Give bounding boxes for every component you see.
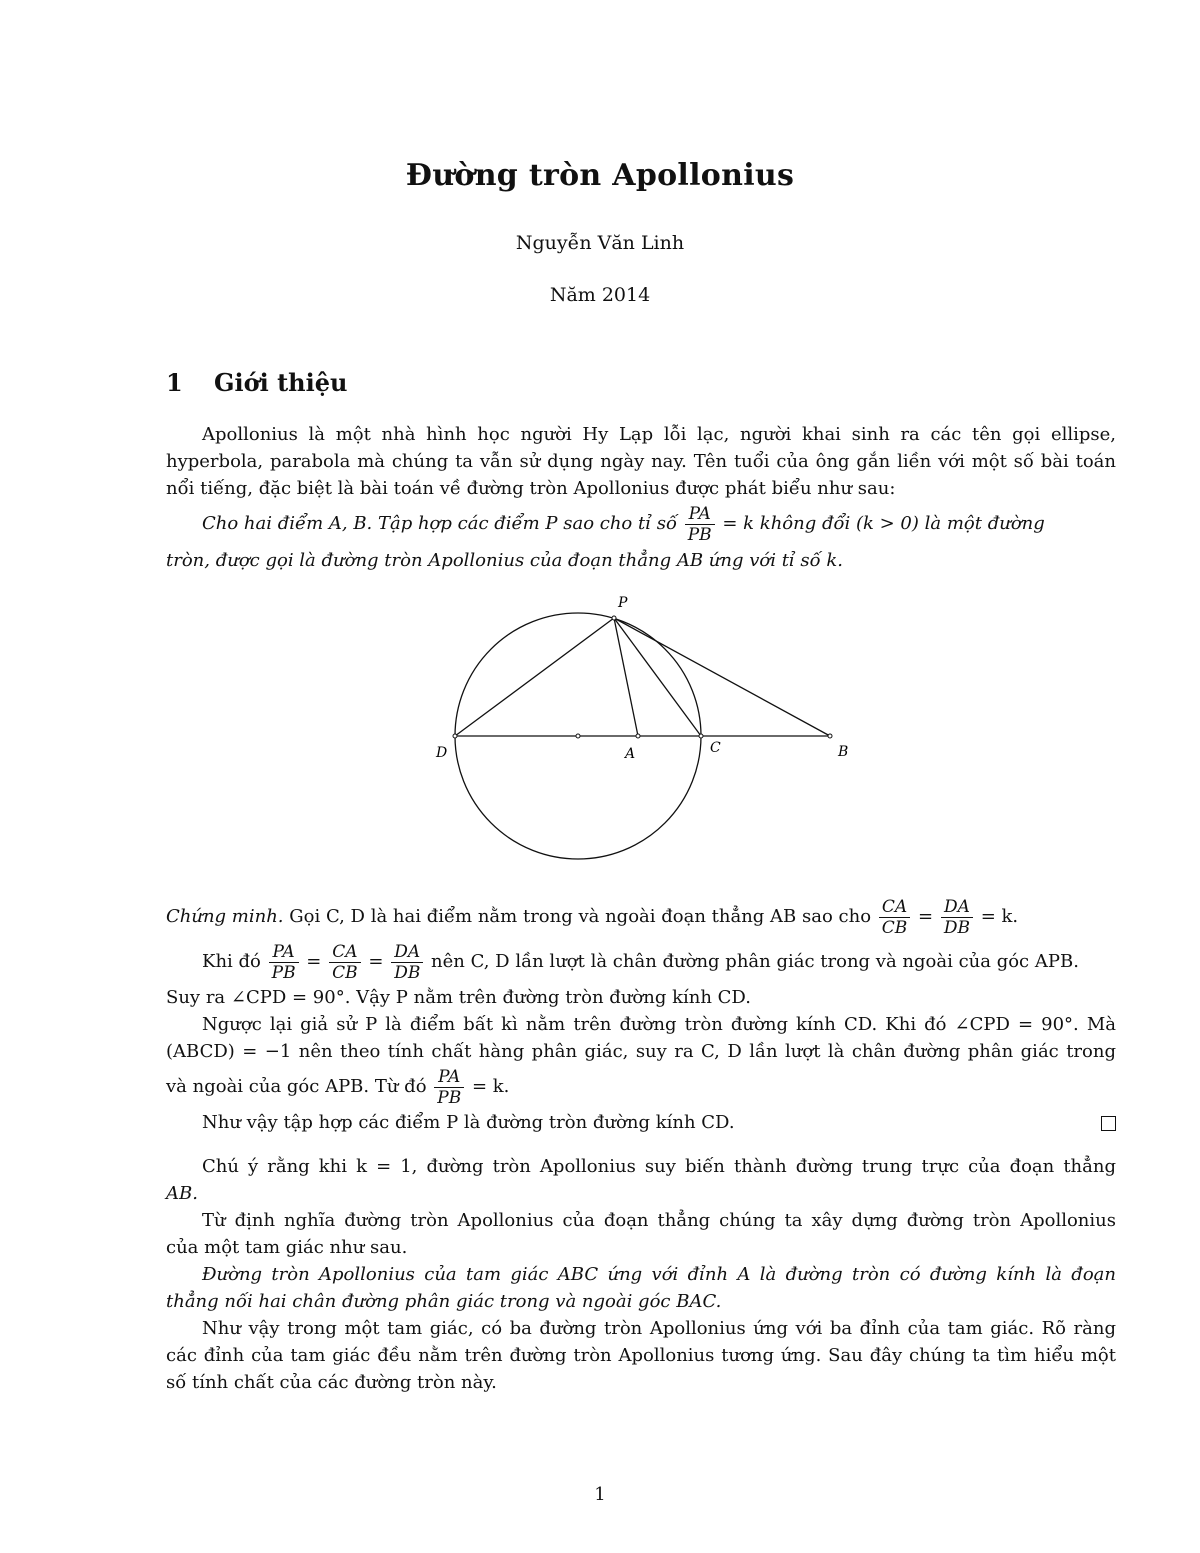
- apollonius-figure: [420, 585, 860, 875]
- proof-text-1b: = k.: [980, 906, 1019, 927]
- fraction-denominator: PB: [271, 962, 296, 983]
- fraction-denominator: CB: [332, 962, 358, 983]
- proof-text-6a: và ngoài của góc APB. Từ đó: [166, 1076, 427, 1097]
- fraction-numerator: PA: [685, 504, 715, 525]
- equals-sign: =: [368, 951, 384, 972]
- fraction-denominator: DB: [943, 917, 970, 938]
- paper-title: Đường tròn Apollonius: [405, 158, 795, 193]
- after-line-8: các đỉnh của tam giác đều nằm trên đường tròn Apollonius tương ứng. Sau đây chúng ta tìm hiểu một: [166, 1345, 1116, 1366]
- fraction-pa-pb: [434, 1067, 464, 1108]
- proof-text-2a: Khi đó: [202, 951, 261, 972]
- section-number: 1: [166, 368, 183, 397]
- proof-line-3: Suy ra ∠CPD = 90°. Vậy P nằm trên đường tròn đường kính CD.: [166, 987, 751, 1008]
- proof-text-2b: nên C, D lần lượt là chân đường phân giác trong và ngoài của góc APB.: [431, 951, 1079, 972]
- after-line-2: AB.: [166, 1183, 198, 1204]
- proof-line-6: [166, 1063, 1116, 1111]
- after-line-3: Từ định nghĩa đường tròn Apollonius của đoạn thẳng chúng ta xây dựng đường tròn Apollonius: [202, 1210, 1116, 1231]
- fraction-ca-cb: [879, 897, 911, 938]
- fraction-numerator: PA: [434, 1067, 464, 1088]
- segment-p-d: [455, 618, 614, 736]
- segment-p-c: [614, 618, 701, 736]
- proof-line-1: [166, 893, 1116, 941]
- proof-text-1a: Gọi C, D là hai điểm nằm trong và ngoài đoạn thẳng AB sao cho: [289, 906, 872, 927]
- point-p: [612, 616, 616, 620]
- point-c: [699, 734, 703, 738]
- fraction-denominator: CB: [881, 917, 908, 938]
- proof-text-6b: = k.: [471, 1076, 510, 1097]
- label-c: C: [710, 740, 721, 756]
- segment-p-b: [614, 618, 830, 736]
- fraction-denominator: PB: [437, 1087, 462, 1108]
- fraction-da-db: [941, 897, 973, 938]
- equals-sign: =: [918, 906, 934, 927]
- point-b: [828, 734, 832, 738]
- statement-line-2: tròn, được gọi là đường tròn Apollonius của đoạn thẳng AB ứng với tỉ số k.: [166, 550, 844, 571]
- intro-line-3: nổi tiếng, đặc biệt là bài toán về đường tròn Apollonius được phát biểu như sau:: [166, 478, 896, 499]
- fraction-numerator: DA: [391, 942, 423, 963]
- after-line-9: số tính chất của các đường tròn này.: [166, 1372, 497, 1393]
- page-number: 1: [594, 1484, 606, 1505]
- paper-date: Năm 2014: [549, 284, 651, 306]
- after-line-6: thẳng nối hai chân đường phân giác trong và ngoài góc BAC.: [166, 1291, 722, 1312]
- label-d: D: [436, 745, 448, 761]
- proof-line-4: Ngược lại giả sử P là điểm bất kì nằm trên đường tròn đường kính CD. Khi đó ∠CPD = 90°. Mà: [202, 1014, 1116, 1035]
- equals-sign: =: [306, 951, 322, 972]
- fraction-denominator: DB: [394, 962, 421, 983]
- proof-line-7: Như vậy tập hợp các điểm P là đường tròn đường kính CD.: [202, 1112, 735, 1133]
- section-title: Giới thiệu: [214, 368, 348, 397]
- intro-line-2: hyperbola, parabola mà chúng ta vẫn sử dụng ngày nay. Tên tuổi của ông gắn liền với một số bài toán: [166, 451, 1116, 472]
- label-a: A: [625, 746, 636, 762]
- fraction-denominator: PB: [687, 524, 712, 545]
- statement-line-1: [202, 500, 1116, 548]
- statement-text-b: = k không đổi (k > 0) là một đường: [722, 513, 1045, 534]
- after-line-1: Chú ý rằng khi k = 1, đường tròn Apollonius suy biến thành đường trung trực của đoạn thẳng: [202, 1156, 1116, 1177]
- fraction-pa-pb: [685, 504, 715, 545]
- statement-text-a: Cho hai điểm A, B. Tập hợp các điểm P sao cho tỉ số: [202, 513, 677, 534]
- fraction-numerator: CA: [879, 897, 911, 918]
- proof-line-5: (ABCD) = −1 nên theo tính chất hàng phân giác, suy ra C, D lần lượt là chân đường phân giác trong: [166, 1041, 1116, 1062]
- qed-square: [1101, 1116, 1116, 1131]
- paper-author: Nguyễn Văn Linh: [515, 232, 685, 254]
- point-d: [453, 734, 457, 738]
- after-line-4: của một tam giác như sau.: [166, 1237, 408, 1258]
- fraction-numerator: DA: [941, 897, 973, 918]
- label-p: P: [618, 595, 628, 611]
- label-b: B: [838, 744, 849, 760]
- fraction-numerator: CA: [329, 942, 361, 963]
- fraction-numerator: PA: [269, 942, 299, 963]
- fraction-pa-pb: [269, 942, 299, 983]
- after-line-5: Đường tròn Apollonius của tam giác ABC ứng với đỉnh A là đường tròn có đường kính là đoạn: [202, 1264, 1116, 1285]
- proof-line-2: [202, 938, 1116, 986]
- fraction-ca-cb: [329, 942, 361, 983]
- after-line-7: Như vậy trong một tam giác, có ba đường tròn Apollonius ứng với ba đỉnh của tam giác. Rõ ràng: [202, 1318, 1116, 1339]
- fraction-da-db: [391, 942, 423, 983]
- point-center: [576, 734, 580, 738]
- segment-p-a: [614, 618, 638, 736]
- point-a: [636, 734, 640, 738]
- proof-label: Chứng minh.: [166, 906, 284, 927]
- intro-line-1: Apollonius là một nhà hình học người Hy Lạp lỗi lạc, người khai sinh ra các tên gọi ellipse,: [202, 424, 1116, 445]
- section-heading: [166, 368, 347, 397]
